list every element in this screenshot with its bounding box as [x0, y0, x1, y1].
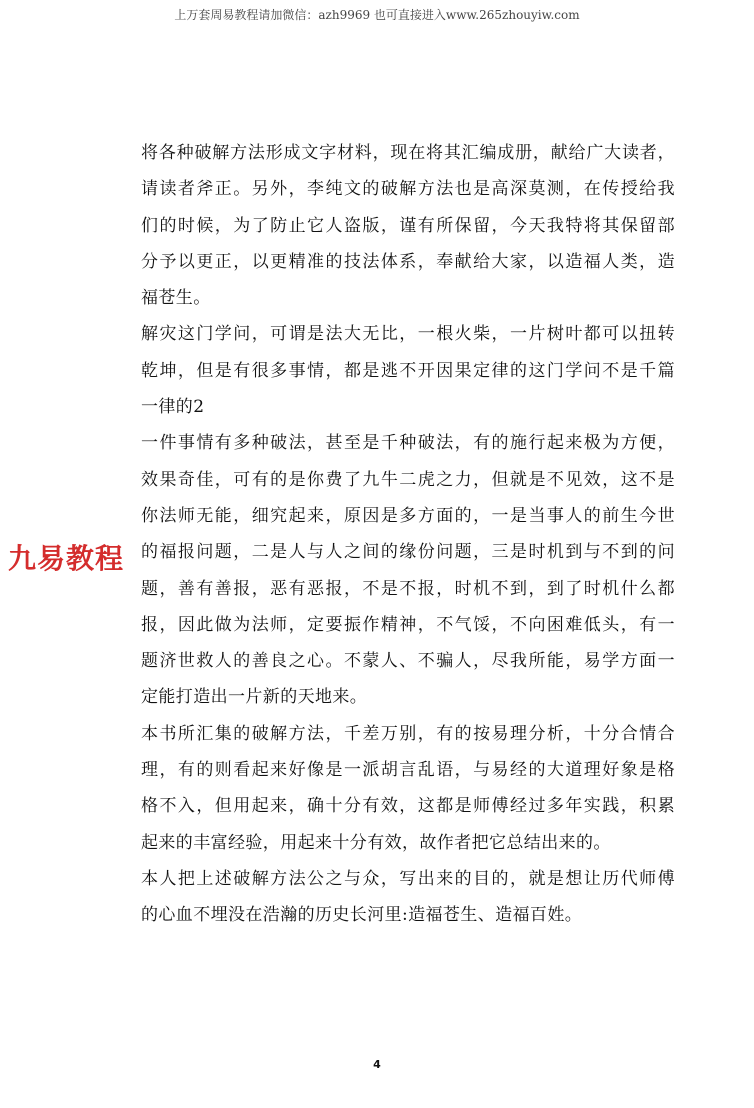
text-line: 们的时候，为了防止它人盗版，谨有所保留，今天我特将其保留部	[141, 215, 675, 236]
paragraph	[141, 433, 675, 723]
text-line: 本人把上述破解方法公之与众，写出来的目的，就是想让历代师傅	[141, 868, 675, 889]
text-line: 一件事情有多种破法，甚至是千种破法，有的施行起来极为方便，	[141, 433, 675, 454]
text-line: 的心血不埋没在浩瀚的历史长河里:造福苍生、造福百姓。	[141, 905, 583, 926]
text-line: 格不入，但用起来，确十分有效，这都是师傅经过多年实践，积累	[141, 796, 675, 817]
page-number: 4	[373, 1058, 381, 1071]
text-line: 福苍生。	[141, 288, 211, 309]
text-line: 定能打造出一片新的天地来。	[141, 687, 368, 708]
watermark-logo: 九易教程	[8, 542, 125, 575]
text-line: 的福报问题，二是人与人之间的缘份问题，三是时机到与不到的问	[141, 542, 675, 563]
text-line: 理，有的则看起来好像是一派胡言乱语，与易经的大道理好象是格	[141, 760, 675, 781]
text-line: 起来的丰富经验，用起来十分有效，故作者把它总结出来的。	[141, 832, 611, 853]
paragraph	[141, 724, 675, 869]
text-line: 题济世救人的善良之心。不蒙人、不骗人，尽我所能，易学方面一	[141, 651, 675, 672]
text-line: 题，善有善报，恶有恶报，不是不报，时机不到，到了时机什么都	[141, 578, 675, 599]
page-header-text: 上万套周易教程请加微信：azh9969 也可直接进入www.265zhouyiw.com	[174, 8, 580, 22]
body-text	[141, 143, 675, 942]
paragraph	[141, 143, 675, 324]
text-line: 乾坤，但是有很多事情，都是逃不开因果定律的这门学问不是千篇	[141, 360, 675, 381]
paragraph	[141, 869, 675, 942]
text-line: 分予以更正，以更精准的技法体系，奉献给大家，以造福人类，造	[141, 251, 675, 272]
text-line: 你法师无能，细究起来，原因是多方面的，一是当事人的前生今世	[141, 505, 675, 526]
paragraph	[141, 324, 675, 433]
text-line: 请读者斧正。另外，李纯文的破解方法也是高深莫测，在传授给我	[141, 179, 675, 200]
text-line: 效果奇佳，可有的是你费了九牛二虎之力，但就是不见效，这不是	[141, 469, 675, 490]
text-line: 本书所汇集的破解方法，千差万别，有的按易理分析，十分合情合	[141, 723, 675, 744]
text-line: 报，因此做为法师，定要振作精神，不气馁，不向困难低头，有一	[141, 614, 675, 635]
text-line: 解灾这门学问，可谓是法大无比，一根火柴，一片树叶都可以扭转	[141, 324, 675, 345]
text-line: 一律的2	[141, 397, 205, 418]
text-line: 将各种破解方法形成文字材料，现在将其汇编成册，献给广大读者，	[141, 143, 675, 163]
